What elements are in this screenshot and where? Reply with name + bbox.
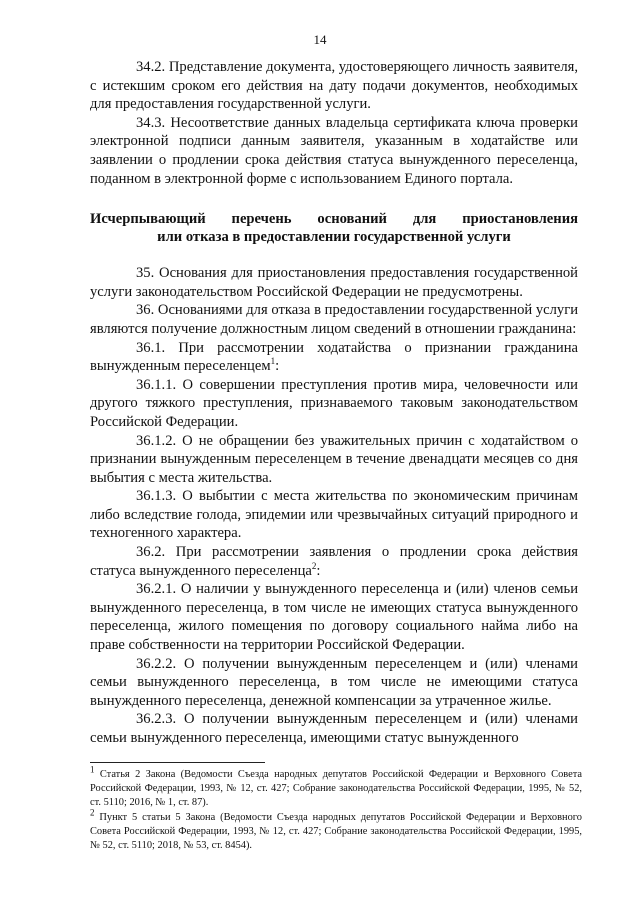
footnote-text-2: Пункт 5 статьи 5 Закона (Ведомости Съезда народных депутатов Российской Федерации и Верховного Совета Российской Федерации, 1993, № 12, ст. 427; Собрание законодательства Российской Федерации, 1995, № 52, ст. 5110; 2018, № 53, ст. 8454). xyxy=(90,812,582,851)
paragraph-36: 36. Основаниями для отказа в предоставлении государственной услуги являются получение должностным лицом сведений в отношении гражданина: xyxy=(90,302,578,337)
section-heading-line-2: или отказа в предоставлении государственной услуги xyxy=(157,229,511,246)
paragraph-36-2-3: 36.2.3. О получении вынужденным переселенцем и (или) членами семьи вынужденного переселенца, имеющими статус вынужденного xyxy=(90,711,578,746)
paragraph-34-2: 34.2. Представление документа, удостоверяющего личность заявителя, с истекшим сроком его действия на дату подачи документов, необходимых для предоставления государственной услуги. xyxy=(90,59,578,113)
section-heading xyxy=(90,210,578,246)
footnotes xyxy=(90,764,582,855)
footnote-ref-1: 1 xyxy=(270,356,276,367)
section-heading-line-1: Исчерпывающий перечень оснований для приостановления xyxy=(90,211,578,228)
paragraph-36-1-colon: : xyxy=(275,358,280,375)
paragraph-34-3: 34.3. Несоответствие данных владельца сертификата ключа проверки электронной подписи данным заявителя, указанным в ходатайстве или заявлении о продлении срока действия статуса вынужденного переселенца, поданном в электронной форме с использованием Единого портала. xyxy=(90,114,578,187)
footnote-text-1: Статья 2 Закона (Ведомости Съезда народных депутатов Российской Федерации и Верховного Совета Российской Федерации, 1993, № 12, ст. 427; Собрание законодательства Российской Федерации, 1995, № 52, ст. 5110; 2016, № 1, ст. 87). xyxy=(90,769,582,808)
page-number: 14 xyxy=(313,32,327,47)
footnote-1 xyxy=(90,764,582,809)
paragraph-36-1-text: 36.1. При рассмотрении ходатайства о признании гражданина вынужденным переселенцем xyxy=(90,339,578,375)
document-body xyxy=(90,58,578,748)
paragraph-36-1 xyxy=(90,339,578,376)
paragraph-36-1-2: 36.1.2. О не обращении без уважительных причин с ходатайством о признании вынужденным переселенцем в течение двенадцати месяцев со дня выбытия с места жительства. xyxy=(90,432,578,486)
paragraph-36-2 xyxy=(90,543,578,580)
paragraph-36-2-2: 36.2.2. О получении вынужденным переселенцем и (или) членами семьи вынужденного переселенца, в том числе не имеющими статуса вынужденного переселенца, денежной компенсации за утраченное жилье. xyxy=(90,655,578,709)
footnote-mark-2: 2 xyxy=(90,807,95,818)
footnote-divider xyxy=(90,762,265,763)
paragraph-36-2-text: 36.2. При рассмотрении заявления о продлении срока действия статуса вынужденного переселенца xyxy=(90,544,578,579)
paragraph-36-1-3: 36.1.3. О выбытии с места жительства по экономическим причинам либо вследствие голода, эпидемии или чрезвычайных ситуаций природного и техногенного характера. xyxy=(90,488,578,542)
footnote-ref-2: 2 xyxy=(311,560,317,571)
footnote-2 xyxy=(90,807,582,852)
paragraph-36-1-1: 36.1.1. О совершении преступления против мира, человечности или другого тяжкого преступления, признаваемого таковым законодательством Российской Федерации. xyxy=(90,376,578,430)
paragraph-36-2-colon: : xyxy=(316,562,321,579)
paragraph-36-2-1: 36.2.1. О наличии у вынужденного переселенца и (или) членов семьи вынужденного переселенца, в том числе не имеющих статуса вынужденного переселенца, жилого помещения по договору социального найма либо на праве собственности на территории Российской Федерации. xyxy=(90,581,578,654)
footnote-mark-1: 1 xyxy=(90,764,95,775)
paragraph-35: 35. Основания для приостановления предоставления государственной услуги законодательством Российской Федерации не предусмотрены. xyxy=(90,265,578,300)
